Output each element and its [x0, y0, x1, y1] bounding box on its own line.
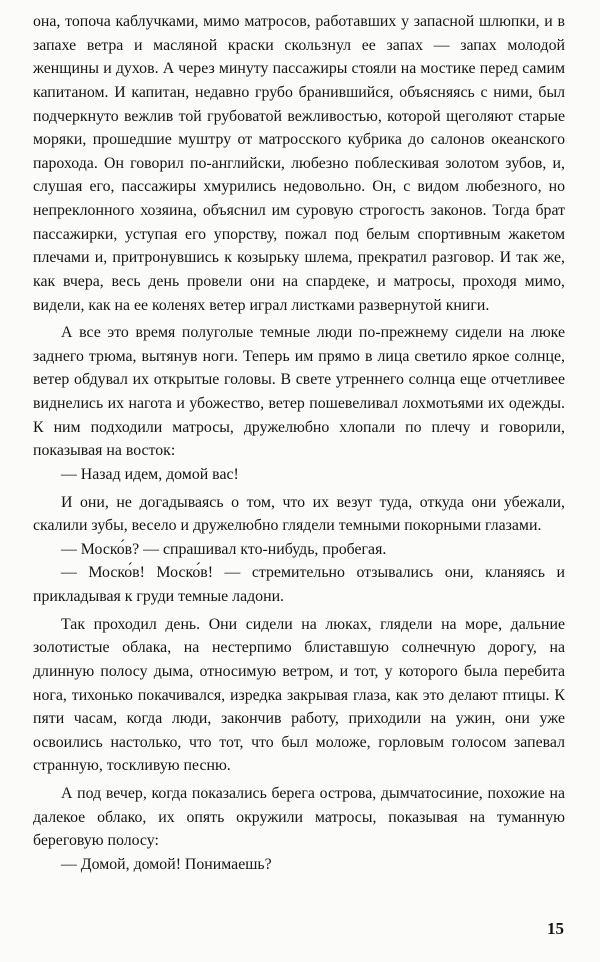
paragraph-3: И они, не догадываясь о том, что их везут туда, откуда они убежали, скалили зубы, весело и дружелюбно глядели темными покорными глазами. [33, 493, 565, 535]
body-text [33, 10, 565, 877]
dialogue-line-2: — Моско́в? — спрашивал кто-нибудь, пробегая. [61, 540, 387, 558]
dialogue-line-3: — Моско́в! Моско́в! — стремительно отзывались они, кланяясь и прикладывая к груди темные ладони. [33, 564, 565, 605]
dialogue-line-4: — Домой, домой! Понимаешь? [61, 855, 272, 873]
page-number: 15 [547, 919, 564, 938]
paragraph-4: Так проходил день. Они сидели на люках, глядели на море, дальние золотистые облака, на нестерпимо блиставшую солнечную дорогу, на длинную полосу дыма, относимую ветром, и тот, у которого была перебита нога, тихонько покачивался, изредка закрывая глаза, как это делают птицы. К пяти часам, когда люди, закончив работу, приходили на ужин, они уже освоились настолько, что тот, что был моложе, горловым голосом запевал странную, тоскливую песню. [33, 615, 565, 775]
paragraph-5: А под вечер, когда показались берега острова, дымчатосиние, похожие на далекое облако, их опять окружили матросы, показывая на туманную береговую полосу: [33, 785, 565, 850]
paragraph-2: А все это время полуголые темные люди по-прежнему сидели на люке заднего трюма, вытянув ноги. Теперь им прямо в лица светило яркое солнце, ветер обдувал их открытые головы. В свете утреннего солнца еще отчетливее виднелись их нагота и убожество, ветер пошевеливал лохмотьями их одежды. К ним подходили матросы, дружелюбно хлопали по плечу и говорили, показывая на восток: [33, 324, 565, 460]
dialogue-line-1: — Назад идем, домой вас! [61, 465, 239, 483]
paragraph-1: она, топоча каблучками, мимо матросов, работавших у запасной шлюпки, и в запахе ветра и масляной краски скользнул ее запах — запах молодой женщины и духов. А через минуту пассажиры стояли на мостике перед самим капитаном. И капитан, недавно грубо бранившийся, объясняясь с ними, был подчеркнуто вежлив той грубоватой вежливостью, которой щеголяют старые моряки, прошедшие муштру от матросского кубрика до салонов океанского парохода. Он говорил по-английски, любезно поблескивая золотом зубов, и, слушая его, пассажиры хмурились недовольно. Он, с видом любезного, но непреклонного хозяина, объяснил им суровую строгость законов. Тогда брат пассажирки, уступая его упорству, пожал под белым спортивным жакетом плечами и, притронувшись к козырьку шлема, прекратил разговор. И так же, как вчера, весь день провели они на спардеке, и матросы, проходя мимо, видели, как на ее коленях ветер играл листками развернутой книги. [33, 13, 565, 314]
